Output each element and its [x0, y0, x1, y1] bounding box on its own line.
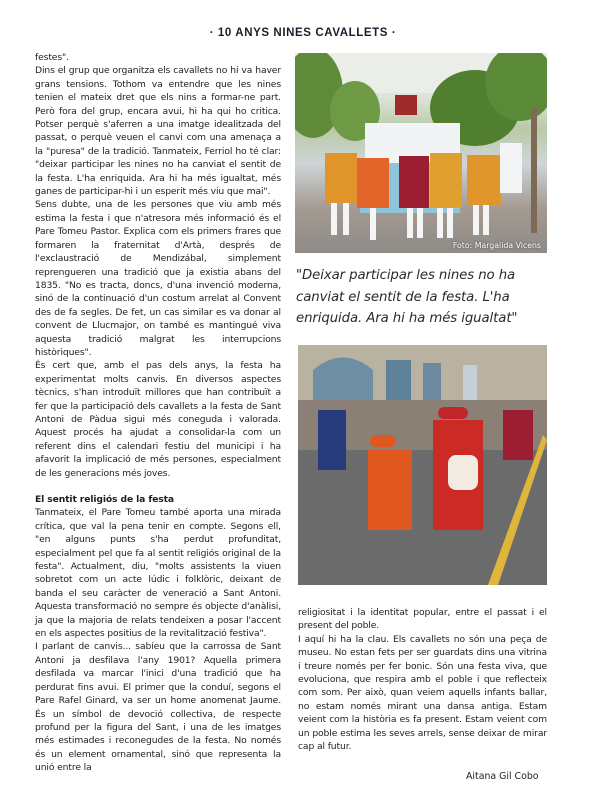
paragraph: Dins el grup que organitza els cavallets no hi va haver grans tensions. Tothom va entendre que les nines tenien el mateix dret que els nins a formar-ne part. Però fora del grup, encara avui, hi ha qui ho critica. Potser perquè s'aferren a una imatge idealitzada del passat, o perquè veuen el canvi com una amenaça a la "puresa" de la tradició. Tanmateix, Ferriol ho té clar: "deixar participar les nines no ha canviat el sentit de la festa. L'ha enriquida. Ara hi ha més igualtat, més ganes de participar-hi i un esperit més viu que mai". [35, 65, 281, 198]
pull-quote: "Deixar participar les nines no ha canviat el sentit de la festa. L'ha enriquida. Ara hi ha més igualtat" [296, 268, 518, 326]
paragraph: I parlant de canvis... sabíeu que la carrossa de Sant Antoni ja desfilava l'any 1901? Aquella primera desfilada va marcar l'inici d'una tradició que ha perdurat fins avui. El primer que la conduí, segons el Pare Rafel Ginard, va ser un home anomenat Jaume. És un símbol de devoció collectiva, de respecte profund per la figura del Sant, i una de les imatges més estimades i reconegudes de la festa. No només és un element ornamental, sinó que representa la unió entre la [35, 641, 281, 774]
photo-credit: Foto: Margalida Vicens [452, 241, 541, 250]
paragraph: Tanmateix, el Pare Tomeu també aporta una mirada crítica, que val la pena tenir en compte. Segons ell, "en alguns punts s'ha perdut profunditat, especialment pel que fa al sentit religiós original de la festa". Actualment, diu, "molts assistents la viuen sobretot com un acte lúdic i folklòric, deixant de banda el seu caràcter de veneració a Sant Antoni. Aquesta transformació no sempre és objecte d'anàlisi, ja que la majoria de relats tendeixen a posar l'accent en els aspectes positius de la revitalització festiva". [35, 507, 281, 640]
photo-float-procession [295, 53, 547, 253]
paragraph: És cert que, amb el pas dels anys, la festa ha experimentat molts canvis. En diversos aspectes tècnics, s'han introduït millores que han contribuït a fer que la participació dels cavallets a la festa de Sant Antoni de Pàdua sigui més coneguda i valorada. Aquest procés ha ajudat a consolidar-la com un referent dins el calendari festiu del municipi i ha afavorit la implicació de més persones, especialment de les generacions més joves. [35, 360, 281, 479]
photo-illustration [298, 345, 547, 585]
paragraph: religiositat i la identitat popular, entre el passat i el present del poble. [298, 607, 547, 632]
paragraph: I aquí hi ha la clau. Els cavallets no són una peça de museu. No estan fets per ser guardats dins una vitrina i treure només per fer bonic. Són una festa viva, que evoluciona, que respira amb el poble i que reflecteix com som. Per això, quan veiem aquells infants ballar, no estam només mirant una dansa antiga. Estam veient com la història es fa present. Estam veient com un poble estima les seves arrels, sense deixar de mirar cap al futur. [298, 633, 547, 753]
right-column [298, 606, 547, 753]
section-header: · 10 ANYS NINES CAVALLETS · [209, 27, 397, 39]
photo-illustration [295, 53, 547, 253]
paragraph: Sens dubte, una de les persones que viu amb més estima la festa i que n'atresora més informació és el Pare Tomeu Pastor. Explica com els primers frares que formaren la fraternitat d'Artà, després de l'exclaustració de Mendizábal, simplement reprengueren una tradició que ja existia abans del 1835. "No es tracta, doncs, d'una invenció moderna, sinó de la continuació d'un costum arrelat al Convent des de fa segles. De fet, un cas similar es va donar al convent de Llucmajor, on també es mantingué viva aquesta tradició malgrat les interrupcions històriques". [35, 199, 281, 358]
author-byline: Aitana Gil Cobo [466, 771, 539, 782]
photo-dancers [298, 345, 547, 585]
subheading: El sentit religiós de la festa [35, 494, 175, 505]
left-column [35, 51, 281, 775]
paragraph: festes". [35, 52, 69, 63]
